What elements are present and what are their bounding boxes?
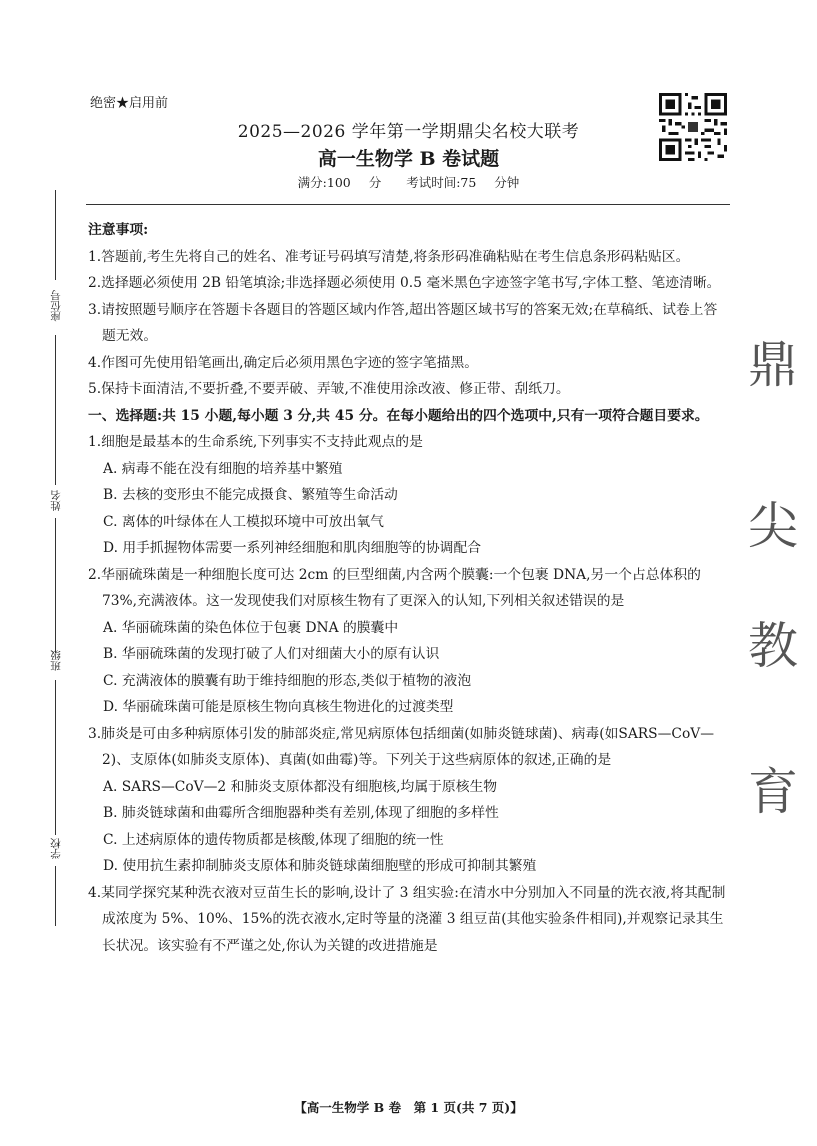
side-binding-line bbox=[55, 866, 56, 926]
side-binding-line bbox=[55, 190, 56, 280]
notice-title: 注意事项: bbox=[88, 222, 149, 238]
question-option: D. 使用抗生素抑制肺炎支原体和肺炎链球菌细胞壁的形成可抑制其繁殖 bbox=[103, 858, 537, 874]
question-option: A. 华丽硫珠菌的染色体位于包裹 DNA 的膜囊中 bbox=[103, 619, 399, 636]
question-stem: 1.细胞是最基本的生命系统,下列事实不支持此观点的是 bbox=[88, 434, 423, 450]
question-option: A. 病毒不能在没有细胞的培养基中繁殖 bbox=[103, 460, 343, 477]
brand-char: 尖 bbox=[748, 497, 798, 555]
exam-title: 2025—2026 学年第一学期鼎尖名校大联考 bbox=[237, 122, 580, 142]
question-option: B. 去核的变形虫不能完成摄食、繁殖等生命活动 bbox=[103, 487, 398, 503]
section-heading: 一、选择题:共 15 小题,每小题 3 分,共 45 分。在每小题给出的四个选项中,只有一项符合题目要求。 bbox=[88, 407, 709, 424]
question-option: C. 上述病原体的遗传物质都是核酸,体现了细胞的统一性 bbox=[103, 831, 444, 848]
qr-code-icon bbox=[659, 93, 727, 161]
side-binding-line bbox=[55, 680, 56, 835]
question-option: D. 华丽硫珠菌可能是原核生物向真核生物进化的过渡类型 bbox=[103, 699, 454, 715]
question-option: B. 华丽硫珠菌的发现打破了人们对细菌大小的原有认识 bbox=[103, 646, 440, 662]
question-stem: 3.肺炎是可由多种病原体引发的肺部炎症,常见病原体包括细菌(如肺炎链球菌)、病毒(如SARS—CoV—2)、支原体(如肺炎支原体)、真菌(如曲霉)等。下列关于这些病原体的叙述,正确的是 bbox=[88, 725, 715, 768]
side-binding-line bbox=[55, 335, 56, 485]
seat-number-label: 座位号 bbox=[50, 290, 62, 322]
question-stem: 4.某同学探究某种洗衣液对豆苗生长的影响,设计了 3 组实验:在清水中分别加入不同量的洗衣液,将其配制成浓度为 5%、10%、15%的洗衣液水,定时等量的浇灌 3 组豆苗(其他实验条件相同),并观察记录其生长状况。该实验有不严谨之处,你认为关键的改进措施是 bbox=[88, 884, 726, 954]
question-option: C. 离体的叶绿体在人工模拟环境中可放出氧气 bbox=[103, 513, 384, 530]
question-option: A. SARS—CoV—2 和肺炎支原体都没有细胞核,均属于原核生物 bbox=[103, 778, 498, 795]
notice-item: 5.保持卡面清洁,不要折叠,不要弄破、弄皱,不准使用涂改液、修正带、刮纸刀。 bbox=[88, 381, 570, 397]
brand-char: 教 bbox=[748, 617, 798, 675]
confidential-label: 绝密★启用前 bbox=[90, 96, 169, 111]
question-option: D. 用手抓握物体需要一系列神经细胞和肌肉细胞等的协调配合 bbox=[103, 540, 482, 556]
brand-char: 鼎 bbox=[748, 336, 798, 394]
subject-title: 高一生物学 B 卷试题 bbox=[317, 148, 500, 170]
class-label: 班级 bbox=[50, 650, 62, 671]
question-option: B. 肺炎链球菌和曲霉所含细胞器种类有差别,体现了细胞的多样性 bbox=[103, 805, 499, 821]
notice-item: 3.请按照题号顺序在答题卡各题目的答题区域内作答,超出答题区域书写的答案无效;在草稿纸、试卷上答题无效。 bbox=[88, 301, 718, 344]
exam-body bbox=[88, 217, 730, 959]
brand-char: 育 bbox=[748, 763, 798, 821]
question-option: C. 充满液体的膜囊有助于维持细胞的形态,类似于植物的液泡 bbox=[103, 672, 472, 689]
school-label: 学校 bbox=[50, 838, 62, 859]
question-stem: 2.华丽硫珠菌是一种细胞长度可达 2cm 的巨型细菌,内含两个膜囊:一个包裹 DNA,另一个占总体积的 73%,充满液体。这一发现使我们对原核生物有了更深入的认知,下列相关叙述错误的是 bbox=[88, 566, 701, 609]
notice-item: 4.作图可先使用铅笔画出,确定后必须用黑色字迹的签字笔描黑。 bbox=[88, 354, 479, 371]
side-binding-line bbox=[55, 518, 56, 653]
header-divider bbox=[86, 204, 730, 205]
notice-item: 1.答题前,考生先将自己的姓名、准考证号码填写清楚,将条形码准确粘贴在考生信息条形码粘贴区。 bbox=[88, 248, 690, 265]
page-footer: 【高一生物学 B 卷 第 1 页(共 7 页)】 bbox=[294, 1100, 523, 1115]
score-info: 满分:100 分 考试时间:75 分钟 bbox=[297, 175, 520, 190]
name-label: 姓名 bbox=[50, 490, 62, 511]
notice-item: 2.选择题必须使用 2B 铅笔填涂;非选择题必须使用 0.5 毫米黑色字迹签字笔书写,字体工整、笔迹清晰。 bbox=[88, 275, 721, 291]
